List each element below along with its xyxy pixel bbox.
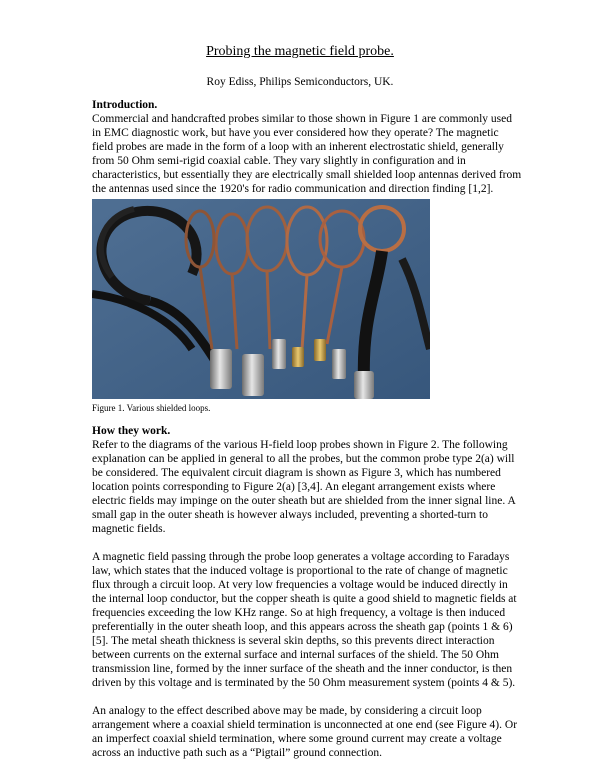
how-paragraph-3: An analogy to the effect described above may be made, by considering a circuit loop arrangement where a coaxial shield termination is unconnected at one end (see Figure 4). Or an imperfect coaxial shield termination, where some ground current may create a voltage across an inductive path such as a “Pigtail” ground connection. <box>92 705 518 759</box>
paper-author: Roy Ediss, Philips Semiconductors, UK. <box>206 76 394 88</box>
figure-1-caption: Figure 1. Various shielded loops. <box>92 403 211 413</box>
intro-section <box>92 98 522 196</box>
paper-title: Probing the magnetic field probe. <box>206 44 394 59</box>
how-section <box>92 424 522 760</box>
intro-heading: Introduction. <box>92 99 158 111</box>
how-paragraph-1: Refer to the diagrams of the various H-field loop probes shown in Figure 2. The following explanation can be applied in general to all the probes, but the common probe type 2(a) will be considered. The equivalent circuit diagram is shown as Figure 3, which has numbered location points corresponding to Figure 2(a) [3,4]. An elegant arrangement exists where electric fields may impinge on the outer sheath but are shielded from the inner signal line. A small gap in the outer sheath is however always included, preventing a shorted-turn to magnetic fields. <box>92 439 516 535</box>
figure-1-photo <box>92 199 430 399</box>
how-paragraph-2: A magnetic field passing through the probe loop generates a voltage according to Faradays law, which states that the induced voltage is proportional to the rate of change of magnetic flux through a circuit loop. At very low frequencies a voltage would be induced directly in the internal loop conductor, but the copper sheath is quite a good shield to magnetic fields at frequencies exceeding the low KHz range. So at high frequency, a voltage is then induced preferentially in the outer sheath loop, and this appears across the sheath gap (points 1 & 6) [5]. The metal sheath thickness is several skin depths, so this prevents direct interaction between currents on the external surface and internal surfaces of the shield. The 50 Ohm transmission line, formed by the inner surface of the sheath and the inner conductor, is then driven by this voltage and is terminated by the 50 Ohm measurement system (points 4 & 5). <box>92 551 517 689</box>
shielded-loops-photo <box>92 199 430 399</box>
how-heading: How they work. <box>92 425 171 437</box>
intro-paragraph: Commercial and handcrafted probes similar to those shown in Figure 1 are commonly used in EMC diagnostic work, but have you ever considered how they operate? The magnetic field probes are made in the form of a loop with an inherent electrostatic shield, generally from 50 Ohm semi-rigid coaxial cable. They vary slightly in configuration and in characteristics, but essentially they are electrically small shielded loop antennas derived from the antennas used since the 1920's for radio communication and direction finding [1,2]. <box>92 113 522 195</box>
